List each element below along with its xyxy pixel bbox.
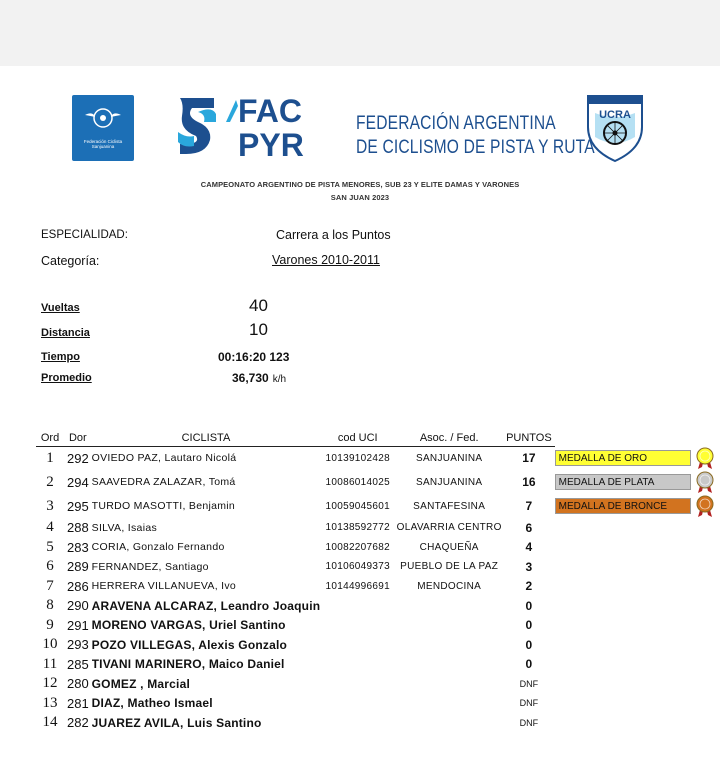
browser-top-bar (0, 0, 720, 66)
rider-name-cell: ARAVENA ALCARAZ, Leandro Joaquin (91, 598, 321, 613)
category-label: Categoría: (41, 254, 100, 268)
table-row (36, 494, 720, 518)
points-cell: 7 (525, 499, 533, 513)
medal-label: MEDALLA DE ORO (555, 450, 691, 466)
association-cell: MENDOCINA (417, 580, 482, 592)
bib-cell: 282 (67, 715, 89, 731)
average-number: 36,730 (232, 371, 269, 385)
association-cell: PUEBLO DE LA PAZ (400, 561, 499, 573)
uci-code-cell: 10144996691 (325, 580, 390, 592)
rider-name-cell: DIAZ, Matheo Ismael (91, 696, 213, 711)
bib-cell: 295 (67, 498, 89, 514)
col-cod-uci: cod UCI (320, 430, 395, 446)
medal-cell (555, 518, 720, 538)
col-dor: Dor (64, 430, 92, 446)
uci-code-cell (320, 596, 395, 616)
pyr-text: PYR (238, 127, 304, 162)
uci-code-cell (320, 713, 395, 733)
medal-icon (693, 446, 717, 470)
table-row (36, 674, 720, 694)
laps-value: 40 (249, 296, 268, 315)
points-cell: DNF (519, 698, 539, 709)
table-row (36, 446, 720, 470)
distance-label: Distancia (41, 327, 90, 339)
position-cell: 7 (46, 577, 54, 594)
table-row (36, 713, 720, 733)
medal-icon (693, 470, 717, 494)
position-cell: 11 (42, 655, 58, 672)
table-row (36, 470, 720, 494)
association-cell: OLAVARRIA CENTRO (396, 522, 502, 534)
uci-code-cell (320, 694, 395, 714)
position-cell: 13 (42, 694, 58, 711)
medal-cell (555, 470, 720, 494)
bib-cell: 292 (67, 450, 89, 466)
points-cell: 16 (522, 475, 536, 489)
bib-cell: 294 (67, 474, 89, 490)
table-row (36, 518, 720, 538)
bib-cell: 280 (67, 676, 89, 692)
points-cell: 0 (525, 618, 533, 633)
time-label: Tiempo (41, 351, 80, 363)
medal-cell (555, 557, 720, 577)
points-cell: 17 (522, 451, 536, 466)
table-row (36, 577, 720, 597)
uci-code-cell: 10138592772 (325, 522, 390, 534)
fac-pyr-logo (176, 92, 341, 162)
medal-cell (555, 446, 720, 470)
rider-name-cell: HERRERA VILLANUEVA, Ivo (91, 580, 237, 593)
uci-code-cell (320, 674, 395, 694)
uci-code-cell: 10059045601 (325, 500, 390, 512)
points-cell: DNF (519, 678, 539, 689)
uci-code-cell (320, 616, 395, 636)
rider-name-cell: OVIEDO PAZ, Lautaro Nicolá (91, 452, 237, 465)
medal-cell (555, 713, 720, 733)
championship-title: CAMPEONATO ARGENTINO DE PISTA MENORES, SUB 23 Y ELITE DAMAS Y VARONES (200, 180, 520, 189)
rider-name-cell: TIVANI MARINERO, Maico Daniel (91, 657, 285, 672)
uci-code-cell (320, 635, 395, 655)
rider-name-cell: CORIA, Gonzalo Fernando (91, 541, 225, 554)
medal-cell (555, 655, 720, 675)
bib-cell: 286 (67, 578, 89, 594)
points-cell: DNF (519, 717, 539, 728)
ucra-logo (585, 93, 645, 163)
col-puntos: PUNTOS (503, 430, 555, 446)
bib-cell: 288 (67, 520, 89, 536)
col-ciclista: CICLISTA (92, 430, 321, 446)
uci-code-cell: 10082207682 (325, 541, 390, 553)
average-value (232, 371, 286, 385)
bib-cell: 289 (67, 559, 89, 575)
position-cell: 14 (42, 714, 58, 731)
association-cell (395, 635, 503, 655)
table-row (36, 596, 720, 616)
association-cell (395, 694, 503, 714)
left-logo-caption: Federación Ciclista Sanjuanina (83, 139, 123, 149)
medal-label: MEDALLA DE BRONCE (555, 498, 691, 514)
position-cell: 2 (46, 473, 54, 490)
federation-title (356, 112, 595, 160)
winged-wheel-icon (85, 103, 121, 133)
rider-name-cell: MORENO VARGAS, Uriel Santino (91, 618, 286, 633)
association-cell (395, 596, 503, 616)
federation-title-line1: FEDERACIÓN ARGENTINA (356, 113, 556, 134)
medal-icon (693, 494, 717, 518)
col-medal (555, 430, 720, 446)
average-label: Promedio (41, 372, 92, 384)
championship-location: SAN JUAN 2023 (330, 193, 390, 202)
laps-label: Vueltas (41, 302, 80, 314)
specialty-value: Carrera a los Puntos (276, 228, 391, 242)
position-cell: 9 (46, 616, 54, 633)
medal-cell (555, 596, 720, 616)
table-row (36, 538, 720, 558)
points-cell: 6 (525, 520, 533, 535)
association-cell (395, 674, 503, 694)
association-cell (395, 655, 503, 675)
table-row (36, 655, 720, 675)
uci-code-cell: 10139102428 (325, 452, 390, 464)
time-value: 00:16:20 123 (218, 350, 290, 364)
table-header-row (36, 430, 720, 446)
position-cell: 4 (46, 519, 54, 536)
rider-name-cell: TURDO MASOTTI, Benjamin (91, 500, 236, 512)
association-cell (395, 713, 503, 733)
medal-cell (555, 694, 720, 714)
position-cell: 3 (46, 497, 54, 514)
col-asoc: Asoc. / Fed. (395, 430, 503, 446)
position-cell: 10 (42, 636, 58, 653)
uci-code-cell (320, 655, 395, 675)
points-cell: 0 (525, 637, 533, 652)
bib-cell: 285 (67, 656, 89, 672)
rider-name-cell: FERNANDEZ, Santiago (91, 560, 209, 573)
medal-label: MEDALLA DE PLATA (555, 474, 691, 490)
medal-cell (555, 494, 720, 518)
table-row (36, 616, 720, 636)
medal-cell (555, 616, 720, 636)
specialty-label: ESPECIALIDAD: (41, 229, 128, 241)
association-cell (395, 616, 503, 636)
position-cell: 12 (42, 675, 58, 692)
table-row (36, 694, 720, 714)
rider-name-cell: SILVA, Isaias (91, 521, 158, 534)
uci-code-cell: 10106049373 (325, 561, 390, 573)
points-cell: 0 (525, 598, 533, 613)
medal-cell (555, 538, 720, 558)
bib-cell: 283 (67, 539, 89, 555)
rider-name-cell: SAAVEDRA ZALAZAR, Tomá (91, 476, 236, 488)
bib-cell: 293 (67, 637, 89, 653)
average-unit: k/h (272, 374, 287, 385)
position-cell: 1 (46, 449, 54, 466)
association-cell: SANJUANINA (415, 452, 483, 464)
association-cell: CHAQUEÑA (419, 541, 479, 553)
points-cell: 2 (525, 579, 533, 594)
federacion-sanjuanina-logo (72, 95, 134, 161)
association-cell: SANTAFESINA (413, 500, 486, 512)
position-cell: 5 (46, 538, 54, 555)
medal-cell (555, 577, 720, 597)
rider-name-cell: JUAREZ AVILA, Luis Santino (91, 715, 262, 730)
position-cell: 6 (46, 558, 54, 575)
bib-cell: 290 (67, 598, 89, 614)
association-cell: SANJUANINA (415, 476, 483, 488)
fac-text: FAC (238, 93, 302, 129)
results-table (36, 430, 720, 733)
uci-code-cell: 10086014025 (325, 476, 390, 488)
distance-value: 10 (249, 320, 268, 339)
medal-cell (555, 674, 720, 694)
points-cell: 0 (525, 657, 533, 672)
points-cell: 4 (525, 540, 533, 555)
points-cell: 3 (525, 559, 533, 574)
bib-cell: 281 (67, 695, 89, 711)
table-row (36, 557, 720, 577)
bib-cell: 291 (67, 617, 89, 633)
medal-cell (555, 635, 720, 655)
table-row (36, 635, 720, 655)
rider-name-cell: GOMEZ , Marcial (91, 676, 190, 691)
ucra-text: UCRA (599, 109, 631, 121)
col-ord: Ord (36, 430, 64, 446)
position-cell: 8 (46, 597, 54, 614)
federation-title-line2: DE CICLISMO DE PISTA Y RUTA (356, 137, 595, 158)
rider-name-cell: POZO VILLEGAS, Alexis Gonzalo (91, 637, 288, 652)
category-value: Varones 2010-2011 (272, 253, 380, 267)
